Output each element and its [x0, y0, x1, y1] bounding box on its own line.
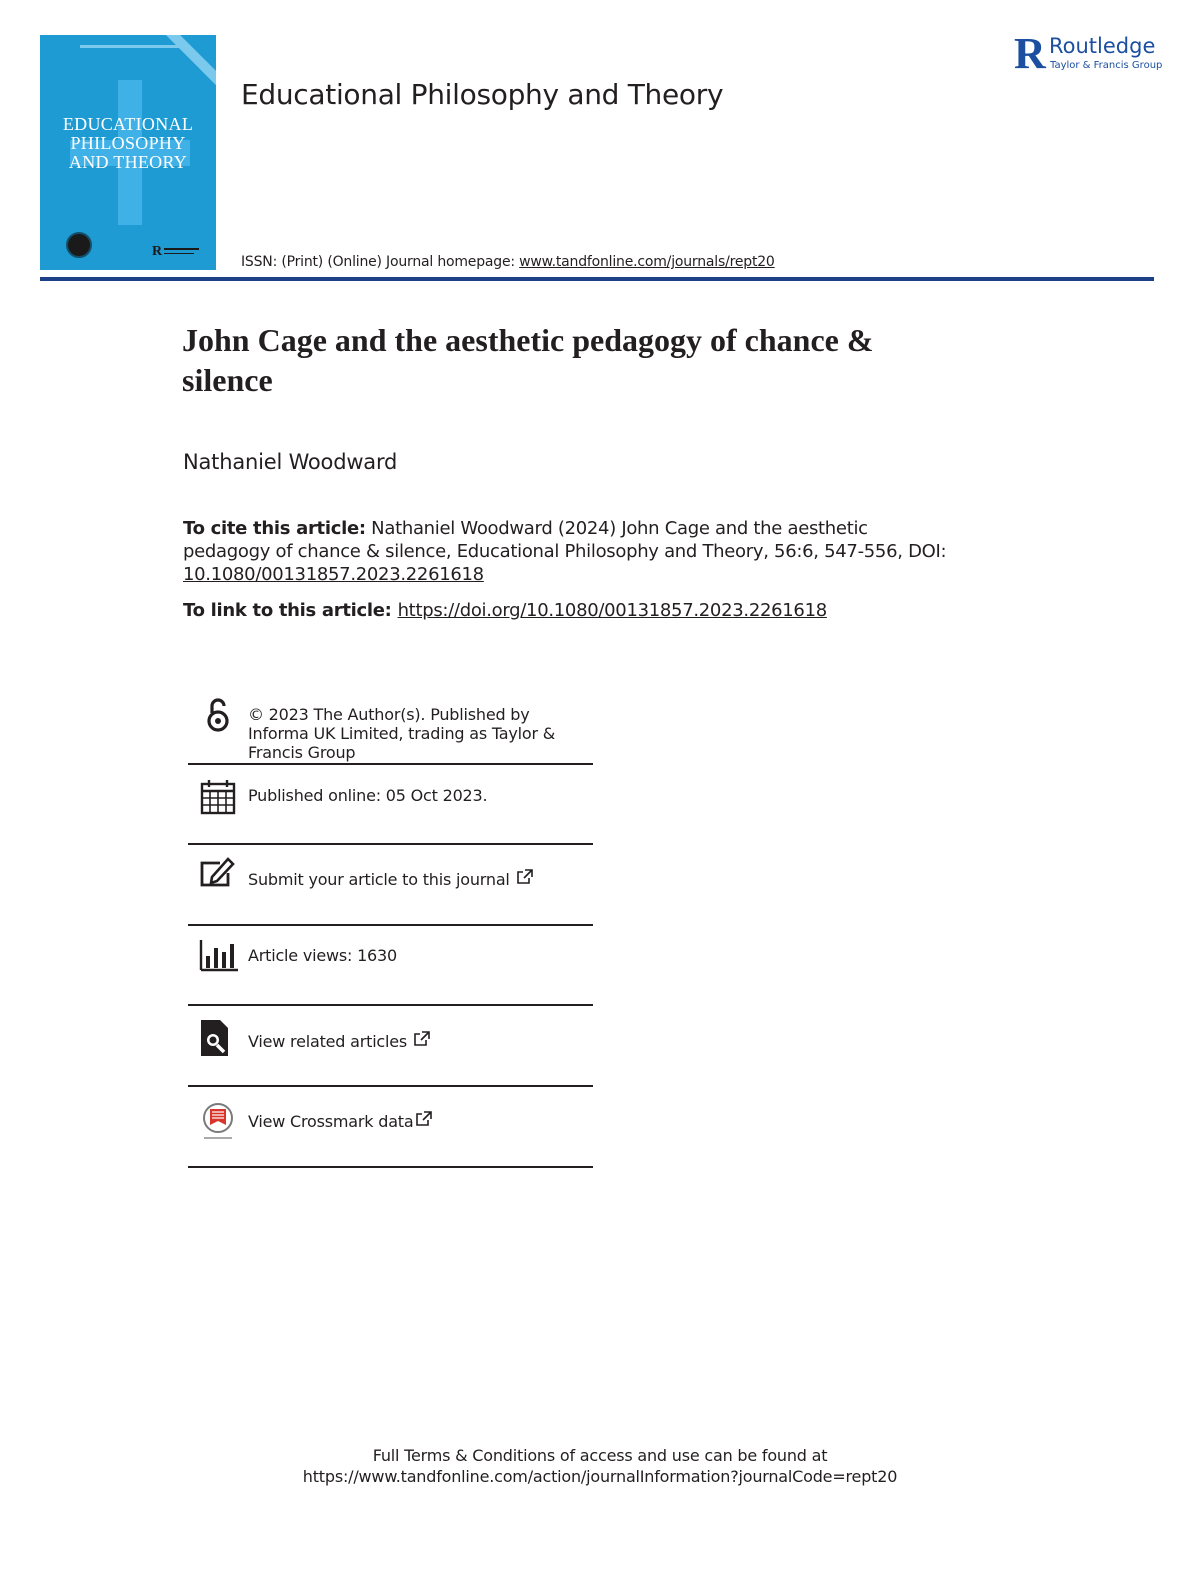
external-link-icon	[413, 1031, 430, 1047]
footer	[0, 1445, 1200, 1487]
cover-decoration	[80, 45, 180, 48]
cover-title-line: PHILOSOPHY	[70, 133, 186, 153]
header-divider	[40, 277, 1154, 281]
article-link-block	[183, 600, 827, 621]
issn-line	[241, 254, 775, 270]
footer-terms-link[interactable]: https://www.tandfonline.com/action/journalInformation?journalCode=rept20	[302, 1467, 898, 1486]
doi-link[interactable]: 10.1080/00131857.2023.2261618	[183, 564, 484, 585]
bar-chart-icon	[198, 937, 238, 977]
article-url-link[interactable]: https://doi.org/10.1080/00131857.2023.2261618	[397, 600, 827, 621]
cover-title-line: AND THEORY	[68, 152, 188, 172]
open-access-text: © 2023 The Author(s). Published by Informa UK Limited, trading as Taylor & Francis Group	[248, 705, 556, 762]
cover-title-line: EDUCATIONAL	[62, 114, 194, 134]
related-articles-link[interactable]	[248, 1031, 430, 1051]
submit-link[interactable]	[248, 869, 533, 889]
routledge-logo	[1014, 29, 1163, 78]
citation-block	[183, 517, 953, 586]
related-text: View related articles	[248, 1032, 408, 1051]
crossmark-text: View Crossmark data	[248, 1112, 414, 1131]
article-title: John Cage and the aesthetic pedagogy of chance & silence	[182, 322, 874, 398]
cover-decoration	[164, 35, 216, 90]
cover-publisher-logo: R	[152, 245, 202, 257]
publisher-name: Routledge	[1049, 34, 1156, 58]
views-text: Article views: 1630	[248, 946, 397, 965]
calendar-icon	[198, 777, 238, 817]
submit-text: Submit your article to this journal	[248, 870, 510, 889]
journal-cover	[40, 35, 216, 270]
cite-text: Nathaniel Woodward (2024) John Cage and the aesthetic pedagogy of chance & silence, Educational Philosophy and Theory, 56:6, 547-556, DOI:	[183, 518, 947, 562]
cover-seal-icon	[66, 232, 92, 258]
link-label: To link to this article:	[183, 600, 392, 621]
publisher-subtitle: Taylor & Francis Group	[1050, 60, 1163, 71]
edit-icon	[198, 855, 238, 895]
open-access-icon	[198, 695, 238, 735]
article-author: Nathaniel Woodward	[183, 450, 398, 474]
journal-homepage-link[interactable]: www.tandfonline.com/journals/rept20	[519, 254, 775, 270]
crossmark-link[interactable]	[248, 1111, 432, 1131]
journal-title: Educational Philosophy and Theory	[241, 78, 724, 111]
external-link-icon	[516, 869, 533, 885]
search-document-icon	[198, 1018, 238, 1058]
routledge-r-icon: R	[1014, 29, 1046, 78]
footer-terms-text: Full Terms & Conditions of access and use can be found at	[372, 1446, 828, 1465]
issn-text: ISSN: (Print) (Online) Journal homepage:	[241, 254, 520, 270]
published-text: Published online: 05 Oct 2023.	[248, 786, 488, 805]
cite-label: To cite this article:	[183, 518, 366, 539]
external-link-icon	[415, 1111, 432, 1127]
cover-title	[40, 115, 216, 172]
crossmark-icon	[198, 1101, 238, 1141]
